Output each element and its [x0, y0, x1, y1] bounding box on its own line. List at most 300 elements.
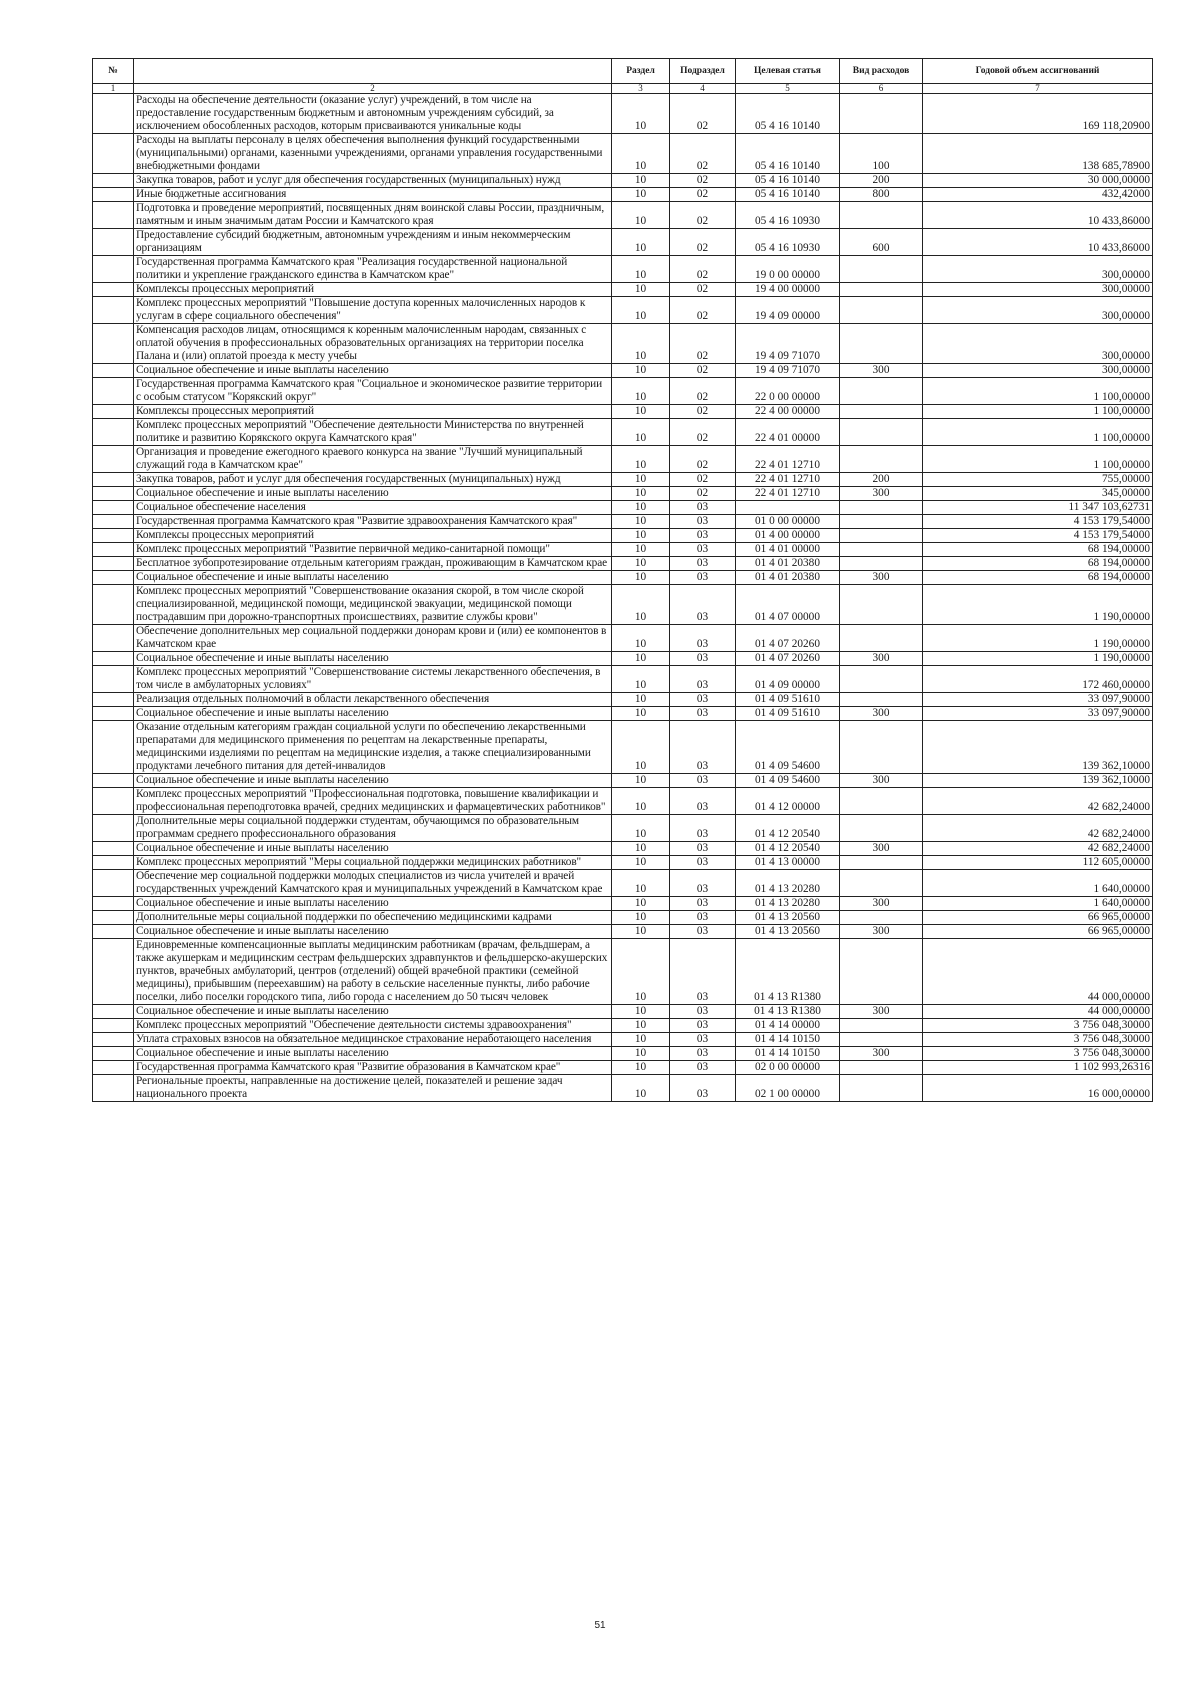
row-target-article: 01 4 13 R1380 [736, 939, 840, 1005]
row-number [93, 473, 134, 487]
row-podrazdel: 03 [670, 870, 736, 897]
row-razdel: 10 [612, 364, 670, 378]
row-expense-type: 300 [840, 1005, 923, 1019]
row-target-article: 19 4 09 00000 [736, 297, 840, 324]
row-podrazdel: 03 [670, 515, 736, 529]
row-name: Социальное обеспечение и иные выплаты населению [134, 774, 612, 788]
row-name: Закупка товаров, работ и услуг для обеспечения государственных (муниципальных) нужд [134, 473, 612, 487]
row-number [93, 652, 134, 666]
table-row [93, 625, 1153, 652]
row-target-article: 01 4 13 20560 [736, 911, 840, 925]
table-row [93, 1047, 1153, 1061]
row-amount: 33 097,90000 [923, 707, 1153, 721]
row-number [93, 297, 134, 324]
table-row [93, 297, 1153, 324]
row-name: Комплексы процессных мероприятий [134, 405, 612, 419]
row-razdel: 10 [612, 297, 670, 324]
row-razdel: 10 [612, 446, 670, 473]
row-expense-type [840, 1075, 923, 1102]
column-number: 6 [840, 84, 923, 94]
row-amount: 3 756 048,30000 [923, 1047, 1153, 1061]
row-target-article: 01 4 13 00000 [736, 856, 840, 870]
row-number [93, 1019, 134, 1033]
row-razdel: 10 [612, 473, 670, 487]
row-name: Единовременные компенсационные выплаты медицинским работникам (врачам, фельдшерам, а также акушеркам и медицинским сестрам фельдшерских здравпунктов и фельдшерско-акушерских пунктов, врачебных амбулаторий, центров (отделений) общей врачебной практики (семейной медицины), прибывшим (переехавшим) на работу в сельские населенные пункты, либо рабочие поселки, либо поселки городского типа, либо города с населением до 50 тысяч человек [134, 939, 612, 1005]
row-name: Подготовка и проведение мероприятий, посвященных дням воинской славы России, праздничным, памятным и иным значимым датам России и Камчатского края [134, 202, 612, 229]
row-amount: 432,42000 [923, 188, 1153, 202]
row-podrazdel: 03 [670, 897, 736, 911]
row-podrazdel: 02 [670, 487, 736, 501]
row-target-article: 01 4 09 54600 [736, 774, 840, 788]
row-target-article: 01 4 01 20380 [736, 571, 840, 585]
row-target-article: 05 4 16 10140 [736, 134, 840, 174]
row-podrazdel: 03 [670, 529, 736, 543]
row-name: Комплекс процессных мероприятий "Развитие первичной медико-санитарной помощи" [134, 543, 612, 557]
row-target-article: 01 4 09 54600 [736, 721, 840, 774]
row-target-article: 22 4 01 00000 [736, 419, 840, 446]
row-razdel: 10 [612, 94, 670, 134]
row-amount: 1 640,00000 [923, 870, 1153, 897]
row-razdel: 10 [612, 557, 670, 571]
row-podrazdel: 03 [670, 774, 736, 788]
row-number [93, 721, 134, 774]
column-number: 4 [670, 84, 736, 94]
row-name: Комплекс процессных мероприятий "Совершенствование системы лекарственного обеспечения, в том числе в амбулаторных условиях" [134, 666, 612, 693]
row-number [93, 788, 134, 815]
row-target-article: 01 4 13 20280 [736, 870, 840, 897]
row-name: Реализация отдельных полномочий в области лекарственного обеспечения [134, 693, 612, 707]
row-expense-type [840, 693, 923, 707]
row-target-article: 01 4 13 20560 [736, 925, 840, 939]
row-number [93, 815, 134, 842]
row-expense-type [840, 405, 923, 419]
row-expense-type [840, 911, 923, 925]
row-target-article: 01 4 13 20280 [736, 897, 840, 911]
table-row [93, 94, 1153, 134]
row-expense-type: 300 [840, 364, 923, 378]
row-razdel: 10 [612, 134, 670, 174]
row-amount: 1 102 993,26316 [923, 1061, 1153, 1075]
table-row [93, 856, 1153, 870]
table-row [93, 557, 1153, 571]
table-row [93, 501, 1153, 515]
row-name: Расходы на выплаты персоналу в целях обеспечения выполнения функций государственными (муниципальными) органами, казенными учреждениями, органами управления государственными внебюджетными фондами [134, 134, 612, 174]
row-podrazdel: 03 [670, 543, 736, 557]
row-name: Социальное обеспечение и иные выплаты населению [134, 364, 612, 378]
row-expense-type [840, 1033, 923, 1047]
row-amount: 300,00000 [923, 324, 1153, 364]
row-expense-type: 300 [840, 1047, 923, 1061]
row-expense-type [840, 515, 923, 529]
row-amount: 16 000,00000 [923, 1075, 1153, 1102]
row-razdel: 10 [612, 378, 670, 405]
row-name: Комплекс процессных мероприятий "Профессиональная подготовка, повышение квалификации и профессиональная переподготовка врачей, средних медицинских и фармацевтических работников" [134, 788, 612, 815]
table-row [93, 446, 1153, 473]
table-row [93, 229, 1153, 256]
row-expense-type [840, 666, 923, 693]
row-target-article: 05 4 16 10930 [736, 229, 840, 256]
row-number [93, 283, 134, 297]
row-number [93, 174, 134, 188]
row-expense-type [840, 815, 923, 842]
row-amount: 10 433,86000 [923, 202, 1153, 229]
row-razdel: 10 [612, 1033, 670, 1047]
table-row [93, 515, 1153, 529]
row-razdel: 10 [612, 939, 670, 1005]
row-razdel: 10 [612, 788, 670, 815]
row-target-article: 01 4 13 R1380 [736, 1005, 840, 1019]
row-target-article: 01 4 14 10150 [736, 1047, 840, 1061]
row-podrazdel: 03 [670, 1019, 736, 1033]
row-podrazdel: 03 [670, 1047, 736, 1061]
row-podrazdel: 03 [670, 815, 736, 842]
page-number: 51 [594, 1620, 606, 1631]
row-amount: 68 194,00000 [923, 557, 1153, 571]
column-number: 7 [923, 84, 1153, 94]
row-name: Социальное обеспечение и иные выплаты населению [134, 1005, 612, 1019]
row-podrazdel: 03 [670, 1005, 736, 1019]
row-expense-type [840, 324, 923, 364]
row-name: Иные бюджетные ассигнования [134, 188, 612, 202]
row-expense-type [840, 283, 923, 297]
row-number [93, 419, 134, 446]
row-name: Государственная программа Камчатского края "Развитие здравоохранения Камчатского края" [134, 515, 612, 529]
row-target-article: 22 0 00 00000 [736, 378, 840, 405]
row-name: Социальное обеспечение и иные выплаты населению [134, 897, 612, 911]
row-number [93, 1047, 134, 1061]
row-amount: 345,00000 [923, 487, 1153, 501]
row-podrazdel: 02 [670, 188, 736, 202]
row-number [93, 446, 134, 473]
header-razdel: Раздел [612, 59, 670, 84]
row-razdel: 10 [612, 283, 670, 297]
row-target-article: 01 4 01 00000 [736, 543, 840, 557]
row-number [93, 1061, 134, 1075]
table-row [93, 774, 1153, 788]
row-expense-type: 100 [840, 134, 923, 174]
row-amount: 138 685,78900 [923, 134, 1153, 174]
row-number [93, 571, 134, 585]
row-amount: 1 190,00000 [923, 652, 1153, 666]
row-expense-type: 300 [840, 925, 923, 939]
row-razdel: 10 [612, 256, 670, 283]
row-podrazdel: 02 [670, 134, 736, 174]
row-name: Уплата страховых взносов на обязательное медицинское страхование неработающего населения [134, 1033, 612, 1047]
row-name: Комплексы процессных мероприятий [134, 283, 612, 297]
row-razdel: 10 [612, 501, 670, 515]
row-target-article: 02 1 00 00000 [736, 1075, 840, 1102]
table-row [93, 1019, 1153, 1033]
header-expense-type: Вид расходов [840, 59, 923, 84]
row-expense-type [840, 557, 923, 571]
row-razdel: 10 [612, 487, 670, 501]
row-podrazdel: 02 [670, 446, 736, 473]
row-amount: 68 194,00000 [923, 543, 1153, 557]
row-target-article: 01 4 01 20380 [736, 557, 840, 571]
column-number-row [93, 84, 1153, 94]
row-expense-type [840, 721, 923, 774]
table-row [93, 529, 1153, 543]
table-row [93, 652, 1153, 666]
table-row [93, 925, 1153, 939]
row-number [93, 501, 134, 515]
row-name: Расходы на обеспечение деятельности (оказание услуг) учреждений, в том числе на предоставление государственным бюджетным и автономным учреждениям субсидий, за исключением обособленных расходов, которым присваиваются уникальные коды [134, 94, 612, 134]
table-row [93, 364, 1153, 378]
row-target-article: 01 4 07 20260 [736, 625, 840, 652]
row-podrazdel: 02 [670, 297, 736, 324]
row-amount: 44 000,00000 [923, 939, 1153, 1005]
row-podrazdel: 02 [670, 283, 736, 297]
row-expense-type [840, 870, 923, 897]
row-razdel: 10 [612, 1019, 670, 1033]
row-name: Государственная программа Камчатского края "Социальное и экономическое развитие территории с особым статусом "Корякский округ" [134, 378, 612, 405]
row-razdel: 10 [612, 1061, 670, 1075]
row-name: Закупка товаров, работ и услуг для обеспечения государственных (муниципальных) нужд [134, 174, 612, 188]
row-expense-type: 300 [840, 652, 923, 666]
table-row [93, 788, 1153, 815]
row-target-article: 01 4 12 20540 [736, 842, 840, 856]
row-amount: 300,00000 [923, 297, 1153, 324]
row-number [93, 529, 134, 543]
row-name: Обеспечение мер социальной поддержки молодых специалистов из числа учителей и врачей государственных учреждений Камчатского края и муниципальных учреждений в Камчатском крае [134, 870, 612, 897]
table-row [93, 911, 1153, 925]
row-razdel: 10 [612, 721, 670, 774]
row-target-article: 01 0 00 00000 [736, 515, 840, 529]
row-podrazdel: 03 [670, 1061, 736, 1075]
row-name: Комплекс процессных мероприятий "Повышение доступа коренных малочисленных народов к услугам в сфере социального обеспечения" [134, 297, 612, 324]
row-name: Социальное обеспечение и иные выплаты населению [134, 571, 612, 585]
row-razdel: 10 [612, 842, 670, 856]
row-podrazdel: 03 [670, 1075, 736, 1102]
row-name: Компенсация расходов лицам, относящимся к коренным малочисленным народам, связанных с оплатой обучения в профессиональных образовательных организациях на территории поселка Палана и (или) оплатой проезда к месту учебы [134, 324, 612, 364]
row-amount: 1 640,00000 [923, 897, 1153, 911]
row-podrazdel: 02 [670, 324, 736, 364]
row-amount: 3 756 048,30000 [923, 1033, 1153, 1047]
row-razdel: 10 [612, 543, 670, 557]
header-row [93, 59, 1153, 84]
table-row [93, 174, 1153, 188]
row-name: Социальное обеспечение и иные выплаты населению [134, 842, 612, 856]
row-target-article: 19 4 09 71070 [736, 324, 840, 364]
table-row [93, 571, 1153, 585]
row-name: Дополнительные меры социальной поддержки студентам, обучающимся по образовательным программам среднего профессионального образования [134, 815, 612, 842]
table-row [93, 473, 1153, 487]
row-razdel: 10 [612, 529, 670, 543]
row-razdel: 10 [612, 625, 670, 652]
row-number [93, 1005, 134, 1019]
row-number [93, 557, 134, 571]
table-row [93, 585, 1153, 625]
header-number: № [93, 59, 134, 84]
row-number [93, 925, 134, 939]
row-razdel: 10 [612, 174, 670, 188]
row-podrazdel: 03 [670, 788, 736, 815]
table-row [93, 543, 1153, 557]
row-target-article: 22 4 01 12710 [736, 446, 840, 473]
row-target-article: 01 4 14 00000 [736, 1019, 840, 1033]
row-expense-type: 200 [840, 473, 923, 487]
row-target-article: 01 4 00 00000 [736, 529, 840, 543]
row-expense-type: 300 [840, 571, 923, 585]
row-number [93, 774, 134, 788]
row-name: Социальное обеспечение и иные выплаты населению [134, 652, 612, 666]
row-target-article: 22 4 01 12710 [736, 473, 840, 487]
row-amount: 300,00000 [923, 256, 1153, 283]
row-razdel: 10 [612, 856, 670, 870]
row-razdel: 10 [612, 911, 670, 925]
row-number [93, 870, 134, 897]
column-number: 2 [134, 84, 612, 94]
row-name: Государственная программа Камчатского края "Развитие образования в Камчатском крае" [134, 1061, 612, 1075]
row-amount: 300,00000 [923, 364, 1153, 378]
row-target-article: 22 4 00 00000 [736, 405, 840, 419]
row-number [93, 202, 134, 229]
row-name: Социальное обеспечение и иные выплаты населению [134, 1047, 612, 1061]
row-number [93, 405, 134, 419]
row-target-article: 05 4 16 10140 [736, 94, 840, 134]
row-name: Организация и проведение ежегодного краевого конкурса на звание "Лучший муниципальный служащий года в Камчатском крае" [134, 446, 612, 473]
row-podrazdel: 03 [670, 707, 736, 721]
table-row [93, 939, 1153, 1005]
row-number [93, 543, 134, 557]
row-expense-type [840, 625, 923, 652]
row-target-article: 01 4 14 10150 [736, 1033, 840, 1047]
row-expense-type [840, 94, 923, 134]
row-expense-type [840, 202, 923, 229]
row-target-article: 01 4 07 20260 [736, 652, 840, 666]
row-razdel: 10 [612, 188, 670, 202]
row-expense-type: 600 [840, 229, 923, 256]
row-target-article: 22 4 01 12710 [736, 487, 840, 501]
row-amount: 139 362,10000 [923, 774, 1153, 788]
row-number [93, 324, 134, 364]
row-target-article: 19 4 09 71070 [736, 364, 840, 378]
row-podrazdel: 02 [670, 473, 736, 487]
row-target-article: 01 4 09 00000 [736, 666, 840, 693]
row-name: Комплекс процессных мероприятий "Обеспечение деятельности Министерства по внутренней политике и развитию Корякского округа Камчатского края" [134, 419, 612, 446]
row-target-article: 01 4 12 20540 [736, 815, 840, 842]
row-amount: 4 153 179,54000 [923, 529, 1153, 543]
row-podrazdel: 02 [670, 174, 736, 188]
row-razdel: 10 [612, 1075, 670, 1102]
row-razdel: 10 [612, 405, 670, 419]
row-amount: 42 682,24000 [923, 788, 1153, 815]
row-number [93, 256, 134, 283]
row-expense-type: 300 [840, 774, 923, 788]
table-body [93, 94, 1153, 1102]
row-razdel: 10 [612, 652, 670, 666]
row-razdel: 10 [612, 1005, 670, 1019]
row-razdel: 10 [612, 202, 670, 229]
row-amount: 172 460,00000 [923, 666, 1153, 693]
row-target-article: 05 4 16 10140 [736, 174, 840, 188]
table-row [93, 693, 1153, 707]
row-target-article: 01 4 09 51610 [736, 707, 840, 721]
row-name: Обеспечение дополнительных мер социальной поддержки донорам крови и (или) ее компонентов в Камчатском крае [134, 625, 612, 652]
row-podrazdel: 03 [670, 557, 736, 571]
row-number [93, 1075, 134, 1102]
table-row [93, 1061, 1153, 1075]
row-amount: 1 100,00000 [923, 378, 1153, 405]
row-target-article: 05 4 16 10930 [736, 202, 840, 229]
row-target-article: 19 0 00 00000 [736, 256, 840, 283]
row-razdel: 10 [612, 666, 670, 693]
row-name: Региональные проекты, направленные на достижение целей, показателей и решение задач национального проекта [134, 1075, 612, 1102]
row-amount: 112 605,00000 [923, 856, 1153, 870]
row-expense-type [840, 543, 923, 557]
row-number [93, 94, 134, 134]
row-expense-type [840, 856, 923, 870]
row-podrazdel: 02 [670, 364, 736, 378]
row-target-article [736, 501, 840, 515]
row-number [93, 188, 134, 202]
row-name: Комплекс процессных мероприятий "Обеспечение деятельности системы здравоохранения" [134, 1019, 612, 1033]
row-razdel: 10 [612, 1047, 670, 1061]
row-podrazdel: 03 [670, 652, 736, 666]
row-name: Предоставление субсидий бюджетным, автономным учреждениям и иным некоммерческим организациям [134, 229, 612, 256]
row-amount: 755,00000 [923, 473, 1153, 487]
header-annual-amount: Годовой объем ассигнований [923, 59, 1153, 84]
row-razdel: 10 [612, 870, 670, 897]
table-row [93, 202, 1153, 229]
row-podrazdel: 03 [670, 625, 736, 652]
row-name: Социальное обеспечение и иные выплаты населению [134, 925, 612, 939]
row-razdel: 10 [612, 515, 670, 529]
row-number [93, 1033, 134, 1047]
row-number [93, 625, 134, 652]
row-razdel: 10 [612, 571, 670, 585]
table-row [93, 721, 1153, 774]
table-row [93, 487, 1153, 501]
row-amount: 4 153 179,54000 [923, 515, 1153, 529]
row-number [93, 229, 134, 256]
row-number [93, 378, 134, 405]
table-row [93, 378, 1153, 405]
row-razdel: 10 [612, 229, 670, 256]
row-amount: 44 000,00000 [923, 1005, 1153, 1019]
table-row [93, 707, 1153, 721]
row-amount: 33 097,90000 [923, 693, 1153, 707]
row-amount: 1 190,00000 [923, 585, 1153, 625]
row-amount: 10 433,86000 [923, 229, 1153, 256]
row-number [93, 585, 134, 625]
row-podrazdel: 02 [670, 419, 736, 446]
table-row [93, 405, 1153, 419]
row-name: Государственная программа Камчатского края "Реализация государственной национальной политики и укрепление гражданского единства в Камчатском крае" [134, 256, 612, 283]
row-expense-type [840, 378, 923, 405]
row-expense-type: 300 [840, 707, 923, 721]
table-row [93, 1033, 1153, 1047]
row-number [93, 364, 134, 378]
row-target-article: 02 0 00 00000 [736, 1061, 840, 1075]
row-amount: 1 100,00000 [923, 446, 1153, 473]
row-podrazdel: 03 [670, 1033, 736, 1047]
row-podrazdel: 03 [670, 693, 736, 707]
row-podrazdel: 03 [670, 925, 736, 939]
table-row [93, 283, 1153, 297]
row-expense-type: 300 [840, 487, 923, 501]
row-target-article: 01 4 07 00000 [736, 585, 840, 625]
row-expense-type [840, 1061, 923, 1075]
row-number [93, 856, 134, 870]
row-amount: 68 194,00000 [923, 571, 1153, 585]
row-podrazdel: 03 [670, 856, 736, 870]
row-razdel: 10 [612, 815, 670, 842]
table-row [93, 842, 1153, 856]
table-row [93, 256, 1153, 283]
row-amount: 1 100,00000 [923, 419, 1153, 446]
row-expense-type [840, 1019, 923, 1033]
